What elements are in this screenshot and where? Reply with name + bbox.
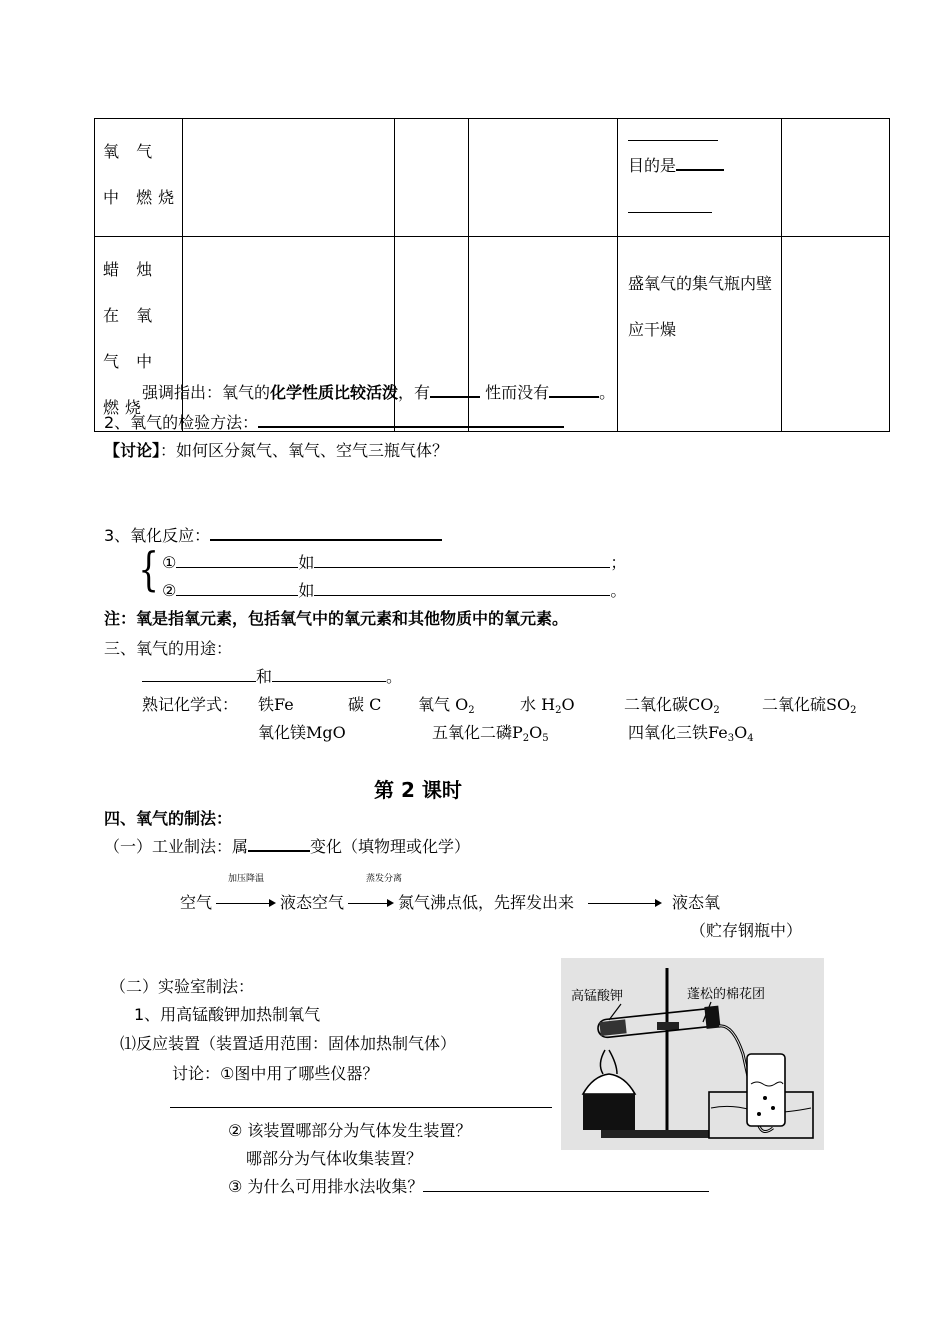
formula-carbon: 碳 C: [348, 695, 382, 714]
answer-blank[interactable]: [314, 594, 610, 596]
uses-line: 和 。: [142, 664, 402, 687]
figure-label-kmno4: 高锰酸钾: [571, 989, 624, 1004]
lab-heading: （二）实验室制法：: [110, 977, 255, 996]
formula-lead: 熟记化学式：: [142, 695, 239, 714]
answer-blank[interactable]: [248, 849, 310, 852]
answer-blank[interactable]: [142, 680, 256, 682]
table-cell-note: [618, 237, 782, 432]
condition-label: 加压降温: [228, 874, 265, 884]
answer-blank[interactable]: [676, 168, 724, 171]
dry-bottle-note: 盛氧气的集气瓶内壁应干燥: [628, 274, 773, 339]
answer-blank[interactable]: [423, 1190, 709, 1192]
question-2: ② 该装置哪部分为气体发生装置？: [228, 1121, 472, 1140]
uses-heading: 三、氧气的用途：: [104, 639, 233, 658]
figure-label-cotton: 蓬松的棉花团: [687, 987, 766, 1002]
answer-blank[interactable]: [176, 566, 298, 568]
purpose-label: 目的是: [628, 153, 724, 176]
answer-blank[interactable]: [210, 538, 442, 541]
answer-blank[interactable]: [549, 395, 599, 398]
row-label-candle-combustion: 蜡 烛 在 氧 气 中 燃烧: [103, 260, 159, 417]
formula-mgo: 氧化镁MgO: [258, 723, 346, 742]
question-2b: 哪部分为气体收集装置？: [246, 1149, 423, 1168]
table-cell-label: [95, 119, 183, 237]
answer-blank[interactable]: [272, 680, 386, 682]
section4-heading: 四、氧气的制法：: [104, 809, 233, 828]
discussion-line: 【讨论】：如何区分氮气、氧气、空气三瓶气体？: [104, 441, 449, 460]
arrow-icon: [588, 903, 660, 905]
table-cell: [782, 237, 890, 432]
formula-p2o5: 五氧化二磷$P_2O_5$: [432, 723, 549, 744]
table-cell: [183, 119, 395, 237]
apparatus-line: ⑴反应装置（装置适用范围：固体加热制气体）: [120, 1034, 457, 1053]
oxidation-line: 3、氧化反应：: [104, 523, 442, 546]
industrial-line: （一）工业制法：属 变化（填物理或化学）: [104, 837, 471, 856]
table-cell: [395, 119, 469, 237]
curly-brace: {: [138, 542, 159, 596]
arrow-icon: [216, 903, 274, 905]
condition-label: 蒸发分离: [366, 874, 403, 884]
method-line: 1、用高锰酸钾加热制氧气: [134, 1005, 321, 1024]
table-cell: [469, 119, 618, 237]
formula-fe3o4: 四氧化三铁$Fe_3O_4$: [628, 723, 754, 744]
answer-blank[interactable]: [628, 139, 718, 141]
formula-co2: 二氧化碳$CO_2$: [624, 695, 720, 716]
emphasis-line: 强调指出：氧气的化学性质比较活泼，有 性而没有 。: [142, 383, 616, 402]
answer-blank[interactable]: [176, 594, 298, 596]
table-cell: [782, 119, 890, 237]
formula-iron: 铁Fe: [258, 695, 294, 714]
question-1: 讨论：①图中用了哪些仪器？: [172, 1064, 379, 1083]
answer-blank[interactable]: [628, 211, 712, 213]
oxidation-item-2: ② 如 。: [162, 581, 627, 600]
apparatus-drawing: [561, 958, 824, 1150]
storage-note: （贮存钢瓶中）: [690, 921, 803, 940]
arrow-icon: [348, 903, 392, 905]
apparatus-figure: [561, 958, 824, 1150]
formula-water: 水 $H_2O$: [520, 695, 575, 716]
oxidation-item-1: ① 如 ；: [162, 553, 627, 572]
process-flow: 空气 液态空气 氮气沸点低，先挥发出来 液态氧: [180, 893, 721, 912]
note-line: 注：氧是指氧元素，包括氧气中的氧元素和其他物质中的氧元素。: [104, 609, 569, 628]
formula-oxygen: 氧气 $O_2$: [418, 695, 475, 716]
answer-blank[interactable]: [430, 395, 480, 398]
answer-blank[interactable]: [314, 566, 610, 568]
test-method-line: 2、氧气的检验方法：: [104, 410, 564, 433]
lesson-title: 第 2 课时: [374, 778, 462, 802]
table-cell-note: [618, 119, 782, 237]
question-3: ③ 为什么可用排水法收集？: [228, 1174, 709, 1197]
row-label-oxygen-combustion: 氧 气 中 燃烧: [103, 142, 181, 207]
answer-blank[interactable]: [170, 1106, 552, 1108]
formula-so2: 二氧化硫$SO_2$: [762, 695, 857, 716]
answer-blank[interactable]: [258, 425, 564, 428]
